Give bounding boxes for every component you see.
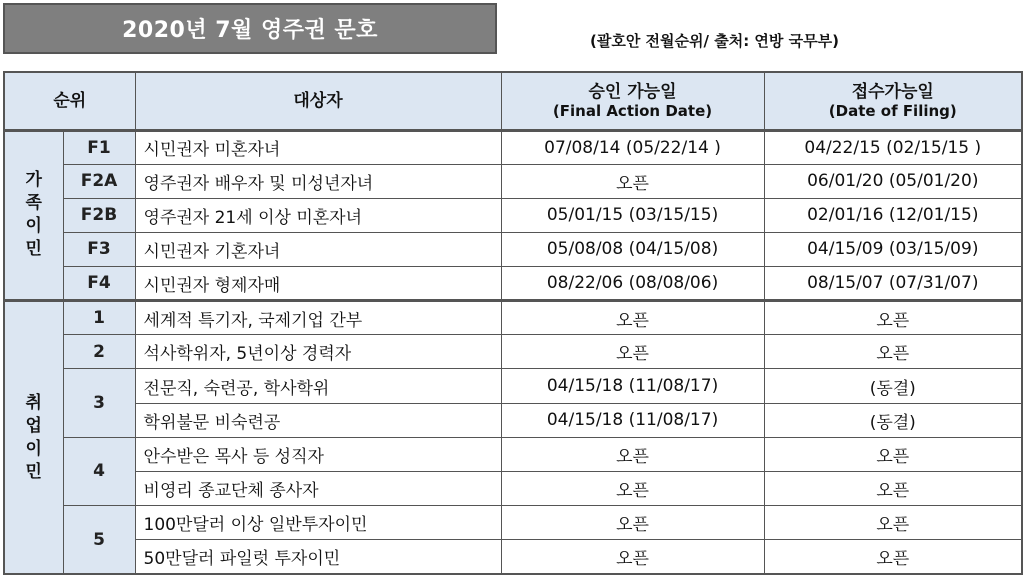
- visa-bulletin-table: [3, 71, 1023, 575]
- final-action-date: 05/08/08 (04/15/08): [501, 232, 764, 266]
- table-row: [4, 164, 1022, 198]
- final-action-date: 오픈: [501, 301, 764, 335]
- filing-date: 오픈: [764, 506, 1022, 540]
- filing-date: 08/15/07 (07/31/07): [764, 267, 1022, 301]
- filing-date: 06/01/20 (05/01/20): [764, 164, 1022, 198]
- table-row: [4, 437, 1022, 471]
- header-final-action: [501, 72, 764, 130]
- final-action-date: 오픈: [501, 540, 764, 574]
- final-action-date: 08/22/06 (08/08/06): [501, 267, 764, 301]
- header-target: 대상자: [135, 72, 501, 130]
- preference-code: 4: [63, 437, 135, 505]
- filing-date: (동결): [764, 369, 1022, 403]
- target-description: 비영리 종교단체 종사자: [135, 471, 501, 505]
- table-row: [4, 301, 1022, 335]
- table-row: [4, 130, 1022, 164]
- header-final-action-sub: (Final Action Date): [552, 101, 713, 120]
- target-description: 학위불문 비숙련공: [135, 403, 501, 437]
- target-description: 50만달러 파일럿 투자이민: [135, 540, 501, 574]
- preference-code: F1: [63, 130, 135, 164]
- target-description: 전문직, 숙련공, 학사학위: [135, 369, 501, 403]
- table-row: [4, 267, 1022, 301]
- header-filing-sub: (Date of Filing): [828, 101, 957, 120]
- preference-code: F4: [63, 267, 135, 301]
- title-banner: [3, 3, 497, 54]
- table-row: [4, 335, 1022, 369]
- table-row: [4, 540, 1022, 574]
- filing-date: 오픈: [764, 335, 1022, 369]
- table-row: [4, 369, 1022, 403]
- target-description: 안수받은 목사 등 성직자: [135, 437, 501, 471]
- table-row: [4, 232, 1022, 266]
- page-subtitle: (괄호안 전월순위/ 출처: 연방 국무부): [590, 32, 839, 50]
- target-description: 세계적 특기자, 국제기업 간부: [135, 301, 501, 335]
- category-employment: 취 업 이 민: [4, 301, 63, 574]
- target-description: 100만달러 이상 일반투자이민: [135, 506, 501, 540]
- final-action-date: 오픈: [501, 437, 764, 471]
- target-description: 시민권자 미혼자녀: [135, 130, 501, 164]
- final-action-date: 오픈: [501, 471, 764, 505]
- final-action-date: 오픈: [501, 164, 764, 198]
- preference-code: 1: [63, 301, 135, 335]
- header-row: [4, 72, 1022, 130]
- final-action-date: 04/15/18 (11/08/17): [501, 403, 764, 437]
- final-action-date: 07/08/14 (05/22/14 ): [501, 130, 764, 164]
- target-description: 시민권자 형제자매: [135, 267, 501, 301]
- filing-date: 04/15/09 (03/15/09): [764, 232, 1022, 266]
- filing-date: 오픈: [764, 437, 1022, 471]
- target-description: 석사학위자, 5년이상 경력자: [135, 335, 501, 369]
- filing-date: 오픈: [764, 540, 1022, 574]
- header-final-action-label: 승인 가능일: [588, 81, 677, 102]
- filing-date: 오픈: [764, 301, 1022, 335]
- header-filing-label: 접수가능일: [851, 81, 934, 102]
- preference-code: 3: [63, 369, 135, 437]
- header-filing: [764, 72, 1022, 130]
- header-rank: 순위: [4, 72, 135, 130]
- table-row: [4, 506, 1022, 540]
- filing-date: 04/22/15 (02/15/15 ): [764, 130, 1022, 164]
- final-action-date: 오픈: [501, 335, 764, 369]
- table-body: [4, 130, 1022, 574]
- final-action-date: 05/01/15 (03/15/15): [501, 198, 764, 232]
- table-row: [4, 403, 1022, 437]
- filing-date: 오픈: [764, 471, 1022, 505]
- target-description: 영주권자 배우자 및 미성년자녀: [135, 164, 501, 198]
- preference-code: 5: [63, 506, 135, 574]
- filing-date: 02/01/16 (12/01/15): [764, 198, 1022, 232]
- preference-code: F2B: [63, 198, 135, 232]
- final-action-date: 오픈: [501, 506, 764, 540]
- final-action-date: 04/15/18 (11/08/17): [501, 369, 764, 403]
- table-row: [4, 198, 1022, 232]
- page-title: 2020년 7월 영주권 문호: [122, 18, 378, 43]
- preference-code: 2: [63, 335, 135, 369]
- preference-code: F2A: [63, 164, 135, 198]
- target-description: 시민권자 기혼자녀: [135, 232, 501, 266]
- table-row: [4, 471, 1022, 505]
- target-description: 영주권자 21세 이상 미혼자녀: [135, 198, 501, 232]
- filing-date: (동결): [764, 403, 1022, 437]
- preference-code: F3: [63, 232, 135, 266]
- category-family: 가 족 이 민: [4, 130, 63, 301]
